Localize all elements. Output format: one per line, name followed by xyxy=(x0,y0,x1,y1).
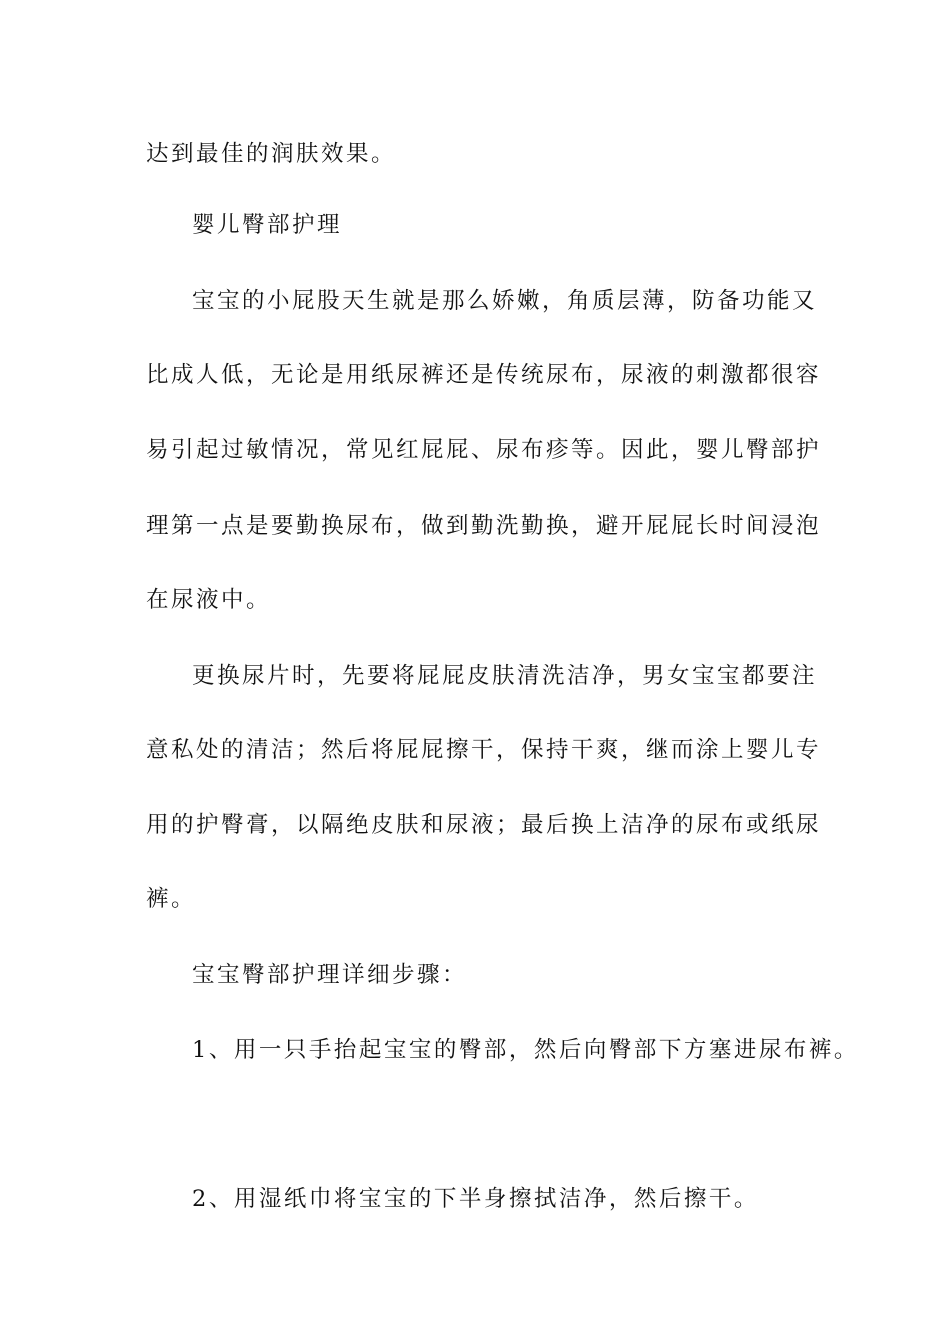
paragraph-line: 比成人低，无论是用纸尿裤还是传统尿布，尿液的刺激都很容 xyxy=(146,362,822,388)
paragraph-line: 裤。 xyxy=(146,886,197,912)
paragraph-line: 更换尿片时，先要将屁屁皮肤清洗洁净，男女宝宝都要注 xyxy=(192,663,818,689)
section-heading: 婴儿臀部护理 xyxy=(192,212,343,238)
paragraph-line: 意私处的清洁；然后将屁屁擦干，保持干爽，继而涂上婴儿专 xyxy=(146,737,822,763)
steps-heading: 宝宝臀部护理详细步骤： xyxy=(192,962,468,988)
step-item-1: 1、用一只手抬起宝宝的臀部，然后向臀部下方塞进尿布裤。 xyxy=(192,1037,859,1063)
paragraph-line: 在尿液中。 xyxy=(146,587,272,613)
paragraph-line: 宝宝的小屁股天生就是那么娇嫩，角质层薄，防备功能又 xyxy=(192,288,818,314)
paragraph-continuation: 达到最佳的润肤效果。 xyxy=(146,141,397,167)
step-item-2: 2、用湿纸巾将宝宝的下半身擦拭洁净，然后擦干。 xyxy=(192,1186,759,1212)
paragraph-line: 理第一点是要勤换尿布，做到勤洗勤换，避开屁屁长时间浸泡 xyxy=(146,513,822,539)
paragraph-line: 易引起过敏情况，常见红屁屁、尿布疹等。因此，婴儿臀部护 xyxy=(146,437,822,463)
paragraph-line: 用的护臀膏，以隔绝皮肤和尿液；最后换上洁净的尿布或纸尿 xyxy=(146,812,822,838)
